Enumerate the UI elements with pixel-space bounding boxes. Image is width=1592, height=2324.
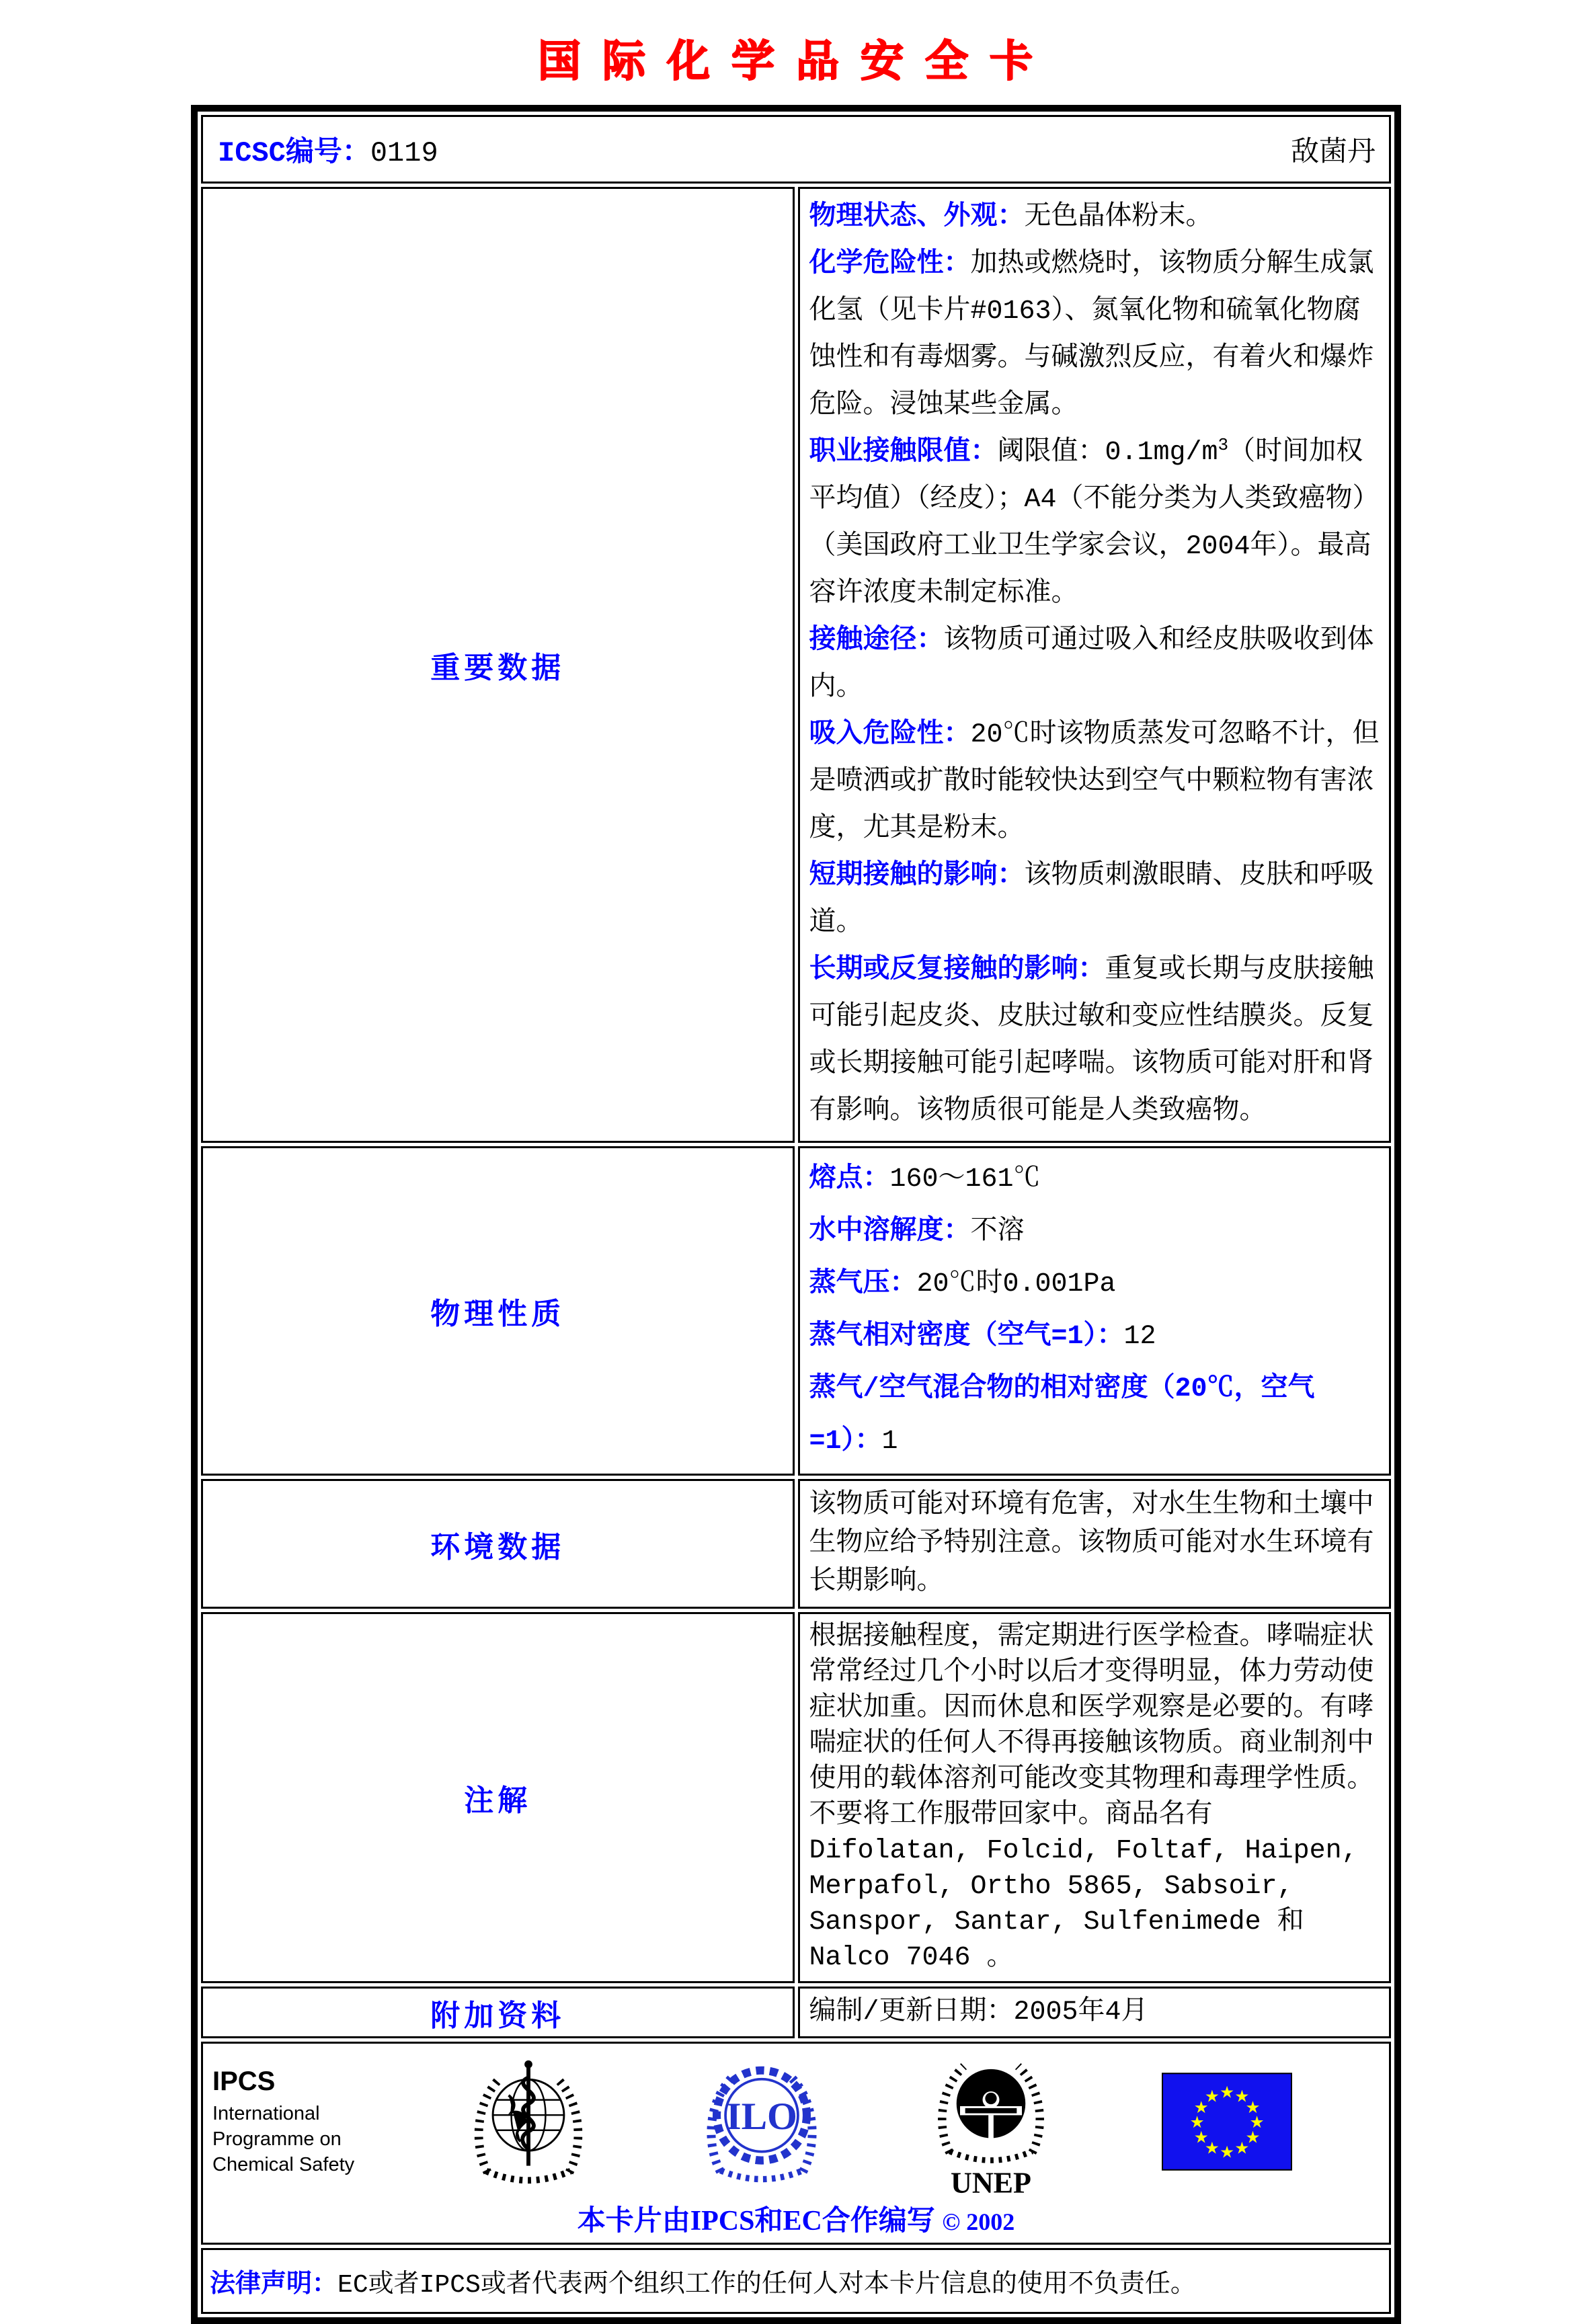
logos-strip bbox=[203, 2050, 1389, 2200]
legal-notice-label: 法律声明： bbox=[210, 2271, 338, 2300]
section-label-physical-properties: 物理性质 bbox=[201, 1146, 795, 1476]
svg-text:★: ★ bbox=[1234, 2139, 1250, 2158]
icsc-page bbox=[0, 27, 1592, 2300]
svg-text:★: ★ bbox=[1193, 2128, 1209, 2147]
long-term-effects-label: 长期或反复接触的影响： bbox=[809, 955, 1105, 986]
physical-properties-row bbox=[201, 1146, 1391, 1476]
exposure-routes-text: 该物质可通过吸入和经皮肤吸收到体内。 bbox=[809, 626, 1374, 703]
water-solubility-item bbox=[809, 1206, 1382, 1258]
vapor-air-mixture-density-item bbox=[809, 1363, 1382, 1468]
exposure-routes-label: 接触途径： bbox=[809, 626, 944, 656]
cubic-meter-superscript: 3 bbox=[1218, 435, 1229, 455]
logos-footer-row bbox=[201, 2042, 1391, 2245]
long-term-effects-item bbox=[809, 947, 1382, 1135]
occupational-exposure-text-pre: 阈限值：0.1mg/m bbox=[997, 438, 1218, 468]
short-term-effects-text: 该物质刺激眼睛、皮肤和呼吸道。 bbox=[809, 861, 1374, 938]
svg-text:★: ★ bbox=[1220, 2083, 1234, 2102]
notes-row bbox=[201, 1612, 1391, 1983]
environmental-data-content: 该物质可能对环境有危害，对水生生物和土壤中生物应给予特别注意。该物质可能对水生环境有长期影响。 bbox=[798, 1479, 1392, 1609]
page-title: 国际化学品安全卡 bbox=[538, 38, 1054, 85]
svg-text:★: ★ bbox=[1204, 2087, 1220, 2106]
svg-text:★: ★ bbox=[1234, 2087, 1250, 2106]
ilo-logo-text: ILO bbox=[726, 2095, 797, 2138]
physical-state-text: 无色晶体粉末。 bbox=[1024, 202, 1213, 233]
melting-point-item bbox=[809, 1154, 1382, 1206]
vapor-density-value: 12 bbox=[1123, 1322, 1156, 1352]
chemical-hazard-text: 加热或燃烧时，该物质分解生成氯化氢（见卡片#0163）、氮氧化物和硫氧化物腐蚀性和有毒烟雾。与碱激烈反应，有着火和爆炸危险。浸蚀某些金属。 bbox=[809, 249, 1374, 421]
icsc-number-group bbox=[218, 129, 438, 169]
physical-state-label: 物理状态、外观： bbox=[809, 202, 1025, 233]
icsc-card-table bbox=[191, 105, 1401, 2324]
vapor-pressure-item bbox=[809, 1258, 1382, 1311]
vapor-density-label: 蒸气相对密度（空气=1）： bbox=[809, 1322, 1124, 1352]
legal-notice-text: EC或者IPCS或者代表两个组织工作的任何人对本卡片信息的使用不负责任。 bbox=[337, 2271, 1196, 2300]
chemical-hazard-label: 化学危险性： bbox=[809, 249, 971, 280]
physical-state-item bbox=[809, 194, 1382, 241]
unep-logo-icon bbox=[926, 2044, 1056, 2199]
section-label-notes: 注解 bbox=[201, 1612, 795, 1983]
legal-notice-cell bbox=[201, 2248, 1391, 2314]
ipcs-abbreviation: IPCS bbox=[212, 2066, 276, 2096]
icsc-number-label: ICSC编号： bbox=[218, 137, 370, 169]
additional-info-content: 编制/更新日期：2005年4月 bbox=[798, 1987, 1392, 2038]
occupational-exposure-text-post: （时间加权平均值）（经皮）；A4（不能分类为人类致癌物）（美国政府工业卫生学家会议，2004年）。最高容许浓度未制定标准。 bbox=[809, 438, 1380, 609]
notes-content: 根据接触程度，需定期进行医学检查。哮喘症状常常经过几个小时以后才变得明显，体力劳动使症状加重。因而休息和医学观察是必要的。有哮喘症状的任何人不得再接触该物质。商业制剂中使用的载体溶剂可能改变其物理和毒理学性质。不要将工作服带回家中。商品名有 Difolatan, Folcid, Foltaf, Haipen, Merpafol, Ortho 5865, Sabsoir, Sanspor, Santar, Sulfenimede 和 Nalco 7046 。 bbox=[798, 1612, 1392, 1983]
svg-text:★: ★ bbox=[1249, 2114, 1265, 2132]
short-term-effects-label: 短期接触的影响： bbox=[809, 861, 1025, 891]
long-term-effects-text: 重复或长期与皮肤接触可能引起皮炎、皮肤过敏和变应性结膜炎。反复或长期接触可能引起哮喘。该物质可能对肝和肾有影响。该物质很可能是人类致癌物。 bbox=[809, 955, 1374, 1127]
copyright-text: © 2002 bbox=[942, 2208, 1015, 2235]
unep-logo-text: UNEP bbox=[951, 2166, 1031, 2200]
vapor-density-item bbox=[809, 1311, 1382, 1363]
vapor-pressure-label: 蒸气压： bbox=[809, 1269, 917, 1299]
ipcs-block bbox=[203, 2067, 414, 2177]
chemical-name: 敌菌丹 bbox=[1290, 137, 1376, 169]
short-term-effects-item bbox=[809, 853, 1382, 947]
section-label-important-data: 重要数据 bbox=[201, 187, 795, 1143]
svg-text:★: ★ bbox=[1220, 2143, 1234, 2162]
ipcs-name-line3: Chemical Safety bbox=[212, 2153, 355, 2175]
melting-point-label: 熔点： bbox=[809, 1164, 890, 1195]
eu-flag-icon bbox=[1162, 2073, 1292, 2171]
occupational-exposure-item bbox=[809, 430, 1382, 618]
svg-text:★: ★ bbox=[1245, 2128, 1261, 2147]
ipcs-name-line2: Programme on bbox=[212, 2128, 342, 2150]
svg-text:★: ★ bbox=[1189, 2114, 1205, 2132]
ilo-logo-icon bbox=[699, 2052, 824, 2191]
card-header-cell bbox=[201, 115, 1391, 184]
exposure-routes-item bbox=[809, 618, 1382, 712]
who-logo-icon bbox=[463, 2052, 594, 2191]
melting-point-value: 160～161℃ bbox=[889, 1164, 1041, 1195]
inhalation-risk-item bbox=[809, 712, 1382, 853]
physical-properties-content bbox=[798, 1146, 1392, 1476]
inhalation-risk-label: 吸入危险性： bbox=[809, 720, 971, 750]
vapor-air-mixture-density-value: 1 bbox=[881, 1427, 898, 1457]
important-data-row bbox=[201, 187, 1391, 1143]
svg-text:★: ★ bbox=[1245, 2098, 1261, 2117]
icsc-number-value: 0119 bbox=[370, 137, 438, 169]
important-data-content bbox=[798, 187, 1392, 1143]
svg-text:★: ★ bbox=[1204, 2139, 1220, 2158]
ipcs-name-line1: International bbox=[212, 2102, 320, 2124]
svg-text:★: ★ bbox=[1193, 2098, 1209, 2117]
chemical-hazard-item bbox=[809, 241, 1382, 430]
environmental-data-row bbox=[201, 1479, 1391, 1609]
section-label-additional-info: 附加资料 bbox=[201, 1987, 795, 2038]
credit-text: 本卡片由IPCS和EC合作编写 bbox=[577, 2206, 935, 2237]
water-solubility-label: 水中溶解度： bbox=[809, 1217, 971, 1247]
additional-info-row bbox=[201, 1987, 1391, 2038]
footer-credit-line bbox=[203, 2198, 1389, 2239]
water-solubility-value: 不溶 bbox=[970, 1217, 1025, 1247]
card-header-row bbox=[201, 115, 1391, 184]
logos-footer-cell bbox=[201, 2042, 1391, 2245]
vapor-pressure-value: 20℃时0.001Pa bbox=[916, 1269, 1116, 1299]
section-label-environmental-data: 环境数据 bbox=[201, 1479, 795, 1609]
legal-notice-row bbox=[201, 2248, 1391, 2314]
vapor-air-mixture-density-label: 蒸气/空气混合物的相对密度（20℃，空气=1）： bbox=[809, 1374, 1315, 1457]
occupational-exposure-label: 职业接触限值： bbox=[809, 438, 998, 468]
inhalation-risk-text: 20℃时该物质蒸发可忽略不计，但是喷洒或扩散时能较快达到空气中颗粒物有害浓度，尤其是粉末。 bbox=[809, 720, 1380, 844]
